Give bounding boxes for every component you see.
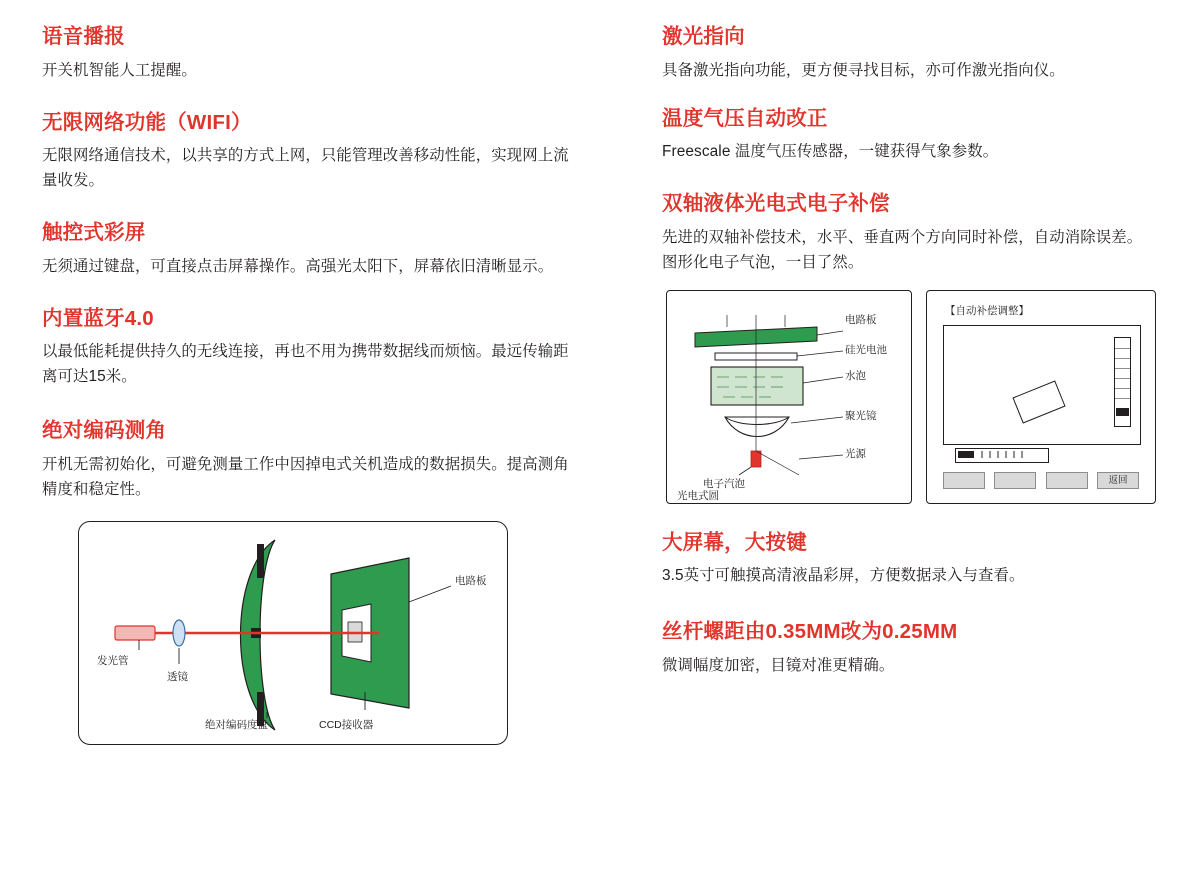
label-encoder-disc: 绝对编码度盘	[205, 718, 268, 731]
compensation-screen-area	[943, 325, 1141, 445]
feature-title: 无限网络功能（WIFI）	[42, 110, 252, 134]
feature-body: 微调幅度加密，目镜对准更精确。	[662, 656, 895, 674]
feature-wifi	[42, 110, 570, 195]
label-led-tube: 发光管	[97, 654, 129, 667]
feature-bluetooth	[42, 306, 570, 391]
compensation-button-row	[943, 472, 1139, 489]
figure-absolute-encoder	[78, 521, 508, 745]
feature-touch-color-screen	[42, 220, 570, 280]
label-silicon-cell: 硅光电池	[845, 343, 887, 356]
horizontal-level-bar	[955, 448, 1049, 463]
feature-body: 先进的双轴补偿技术，水平、垂直两个方向同时补偿，自动消除误差。图形化电子气泡，一目了然。	[662, 228, 1143, 271]
level-bar-ticks	[982, 451, 1022, 458]
figure-caption: 光电式圆	[677, 489, 719, 502]
back-button[interactable]: 返回	[1097, 472, 1139, 489]
vertical-level-slider[interactable]	[1116, 408, 1129, 416]
leader-bubble	[803, 377, 843, 383]
feature-title: 触控式彩屏	[42, 221, 146, 245]
feature-laser-pointing	[662, 24, 1156, 84]
ray-right	[756, 451, 799, 475]
feature-absolute-encoder	[42, 418, 570, 503]
feature-body: 无须通过键盘，可直接点击屏幕操作。高强光太阳下，屏幕依旧清晰显示。	[42, 257, 554, 275]
leader-condenser	[791, 417, 843, 423]
label-light-source: 光源	[845, 447, 866, 460]
figure-pair	[666, 290, 1156, 504]
feature-body: 以最低能耗提供持久的无线连接，再也不用为携带数据线而烦恼。最远传输距离可达15米。	[42, 343, 569, 386]
feature-body: 无限网络通信技术，以共享的方式上网，只能管理改善移动性能，实现网上流量收发。	[42, 147, 569, 190]
feature-title: 语音播报	[42, 25, 125, 48]
leader-light-source	[799, 455, 843, 459]
feature-body: Freescale 温度气压传感器，一键获得气象参数。	[662, 143, 999, 161]
feature-body: 开关机智能人工提醒。	[42, 61, 197, 79]
feature-title: 绝对编码测角	[42, 419, 167, 443]
figure-auto-compensation-screen	[926, 290, 1156, 504]
right-column	[600, 0, 1200, 882]
feature-title: 大屏幕，大按键	[662, 530, 807, 554]
feature-big-screen-keys	[662, 530, 1156, 590]
feature-screw-pitch	[662, 619, 1156, 679]
disc-mark-top	[257, 544, 264, 578]
label-bubble: 水泡	[845, 369, 866, 382]
softkey-3-button[interactable]	[1046, 472, 1088, 489]
feature-voice-broadcast	[42, 24, 570, 84]
feature-title: 激光指向	[662, 25, 745, 48]
figure-photoelectric-bubble	[666, 290, 912, 504]
led-tube-shape	[115, 626, 155, 640]
leader-silicon-cell	[797, 351, 843, 356]
tilt-indicator-icon	[1012, 380, 1065, 423]
compensation-screen-title: 【自动补偿调整】	[945, 304, 1029, 317]
bubble-chamber	[711, 367, 803, 405]
leader-circuit-board	[817, 331, 843, 335]
condenser-lens-shape	[725, 417, 789, 437]
feature-temp-pressure-correction	[662, 106, 1156, 166]
softkey-2-button[interactable]	[994, 472, 1036, 489]
label-lens: 透镜	[167, 670, 188, 683]
label-ccd-receiver: CCD接收器	[319, 718, 374, 731]
feature-body: 具备激光指向功能，更方便寻找目标，亦可作激光指向仪。	[662, 61, 1065, 79]
softkey-1-button[interactable]	[943, 472, 985, 489]
label-electronic-bubble: 电子汽泡	[703, 477, 745, 490]
feature-title: 温度气压自动改正	[662, 106, 828, 130]
light-source-shape	[751, 451, 761, 467]
vertical-level-bar	[1114, 337, 1131, 427]
feature-title: 内置蓝牙4.0	[42, 306, 154, 330]
feature-dual-axis-compensation	[662, 191, 1156, 276]
leader-electronic-bubble	[739, 467, 751, 475]
leader-circuit-board	[409, 586, 451, 602]
feature-title: 丝杆螺距由0.35MM改为0.25MM	[662, 620, 958, 644]
label-circuit-board: 电路板	[455, 574, 487, 587]
label-circuit-board: 电路板	[845, 313, 877, 326]
feature-title: 双轴液体光电式电子补偿	[662, 192, 890, 216]
lens-shape	[173, 620, 185, 646]
feature-body: 开机无需初始化，可避免测量工作中因掉电式关机造成的数据损失。提高测角精度和稳定性。	[42, 455, 569, 498]
label-condenser: 聚光镜	[845, 409, 877, 422]
feature-body: 3.5英寸可触摸高清液晶彩屏，方便数据录入与查看。	[662, 567, 1025, 585]
